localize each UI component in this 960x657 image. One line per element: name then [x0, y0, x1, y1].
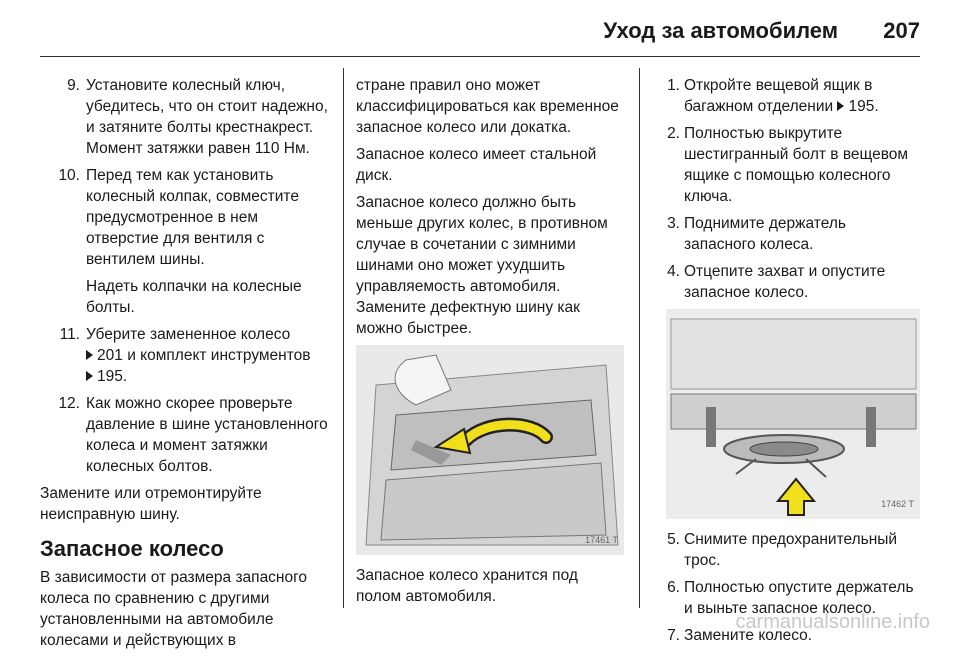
figure-code: 17462 T [881, 499, 914, 509]
page-ref-icon [837, 101, 844, 111]
step-10 [40, 165, 330, 270]
figure-trunk-floor [356, 345, 624, 555]
step-number: 11. [59, 326, 80, 343]
step-3 [666, 213, 920, 255]
page-header [0, 0, 960, 60]
step-number: 3. [667, 215, 680, 232]
paragraph: Запасное колесо имеет стальной диск. [356, 146, 597, 184]
chapter-title: Уход за автомобилем [603, 18, 838, 43]
step-12 [40, 393, 330, 477]
watermark: carmanualsonline.info [735, 611, 930, 633]
step-number: 6. [667, 579, 680, 596]
paragraph: Замените или отремонтируйте неисправную шину. [40, 485, 262, 523]
step-number: 1. [667, 77, 680, 94]
paragraph: стране правил оно может классифицироваться как временное запасное колесо или докатка. [356, 77, 619, 136]
page-number: 207 [883, 18, 920, 43]
underbody-illustration [666, 309, 920, 519]
step-text: Полностью выкрутите шестигранный болт в вещевом ящике с помощью колесного ключа. [684, 125, 909, 205]
figure-underbody [666, 309, 920, 519]
column-middle [356, 75, 624, 613]
step-number: 9. [67, 77, 80, 94]
step-11 [40, 324, 330, 387]
step-2 [666, 123, 920, 207]
trunk-illustration [356, 345, 624, 555]
step-number: 7. [667, 627, 680, 644]
step-text: Снимите предохранительный трос. [684, 531, 898, 569]
step-5 [666, 529, 920, 571]
step-number: 5. [667, 531, 680, 548]
step-number: 4. [667, 263, 680, 280]
column-right [666, 75, 920, 652]
step-text: Полностью опустите держатель и выньте запасное колесо. [684, 579, 914, 617]
page-ref-icon [86, 371, 93, 381]
page-ref-icon [86, 350, 93, 360]
step-10-note: Надеть колпачки на колесные болты. [86, 278, 302, 316]
step-9 [40, 75, 330, 159]
step-text: Уберите замененное колесо [86, 326, 291, 343]
column-divider [639, 68, 640, 608]
step-4 [666, 261, 920, 303]
figure-code: 17461 T [585, 535, 618, 545]
paragraph: В зависимости от размера запасного колеса по сравнению с другими установленными на автомобиле колесами и действующих в [40, 569, 308, 649]
column-left [40, 75, 330, 657]
step-text: Поднимите держатель запасного колеса. [684, 215, 846, 253]
page-ref-link[interactable]: 195. [848, 98, 879, 115]
page-ref-link[interactable]: 195. [97, 368, 128, 385]
step-number: 12. [58, 395, 80, 412]
page-ref-link[interactable]: 201 [97, 347, 123, 364]
section-title: Запасное колесо [40, 536, 224, 561]
step-number: 2. [667, 125, 680, 142]
step-1 [666, 75, 920, 117]
step-text: и комплект инструментов [127, 347, 311, 364]
step-text: Перед тем как установить колесный колпак, совместите предусмотренное в нем отверстие для вентиля с вентилем шины. [86, 167, 299, 268]
header-rule [40, 56, 920, 57]
paragraph: Запасное колесо должно быть меньше других колес, в противном случае в сочетании с зимними шинами оно может ухудшить управляемость автомобиля. Замените дефектную шину как можно быстрее. [356, 194, 608, 337]
step-text: Как можно скорее проверьте давление в шине установленного колеса и момент затяжки колесных болтов. [86, 395, 328, 475]
step-number: 10. [58, 167, 80, 184]
step-text: Отцепите захват и опустите запасное колесо. [684, 263, 886, 301]
step-text: Установите колесный ключ, убедитесь, что он стоит надежно, и затяните болты крестнакрест. Момент затяжки равен 110 Нм. [86, 77, 328, 157]
figure-caption: Запасное колесо хранится под полом автомобиля. [356, 567, 578, 605]
step-text: Откройте вещевой ящик в багажном отделении [684, 77, 873, 115]
step-text: Замените колесо. [684, 627, 813, 644]
column-divider [343, 68, 344, 608]
